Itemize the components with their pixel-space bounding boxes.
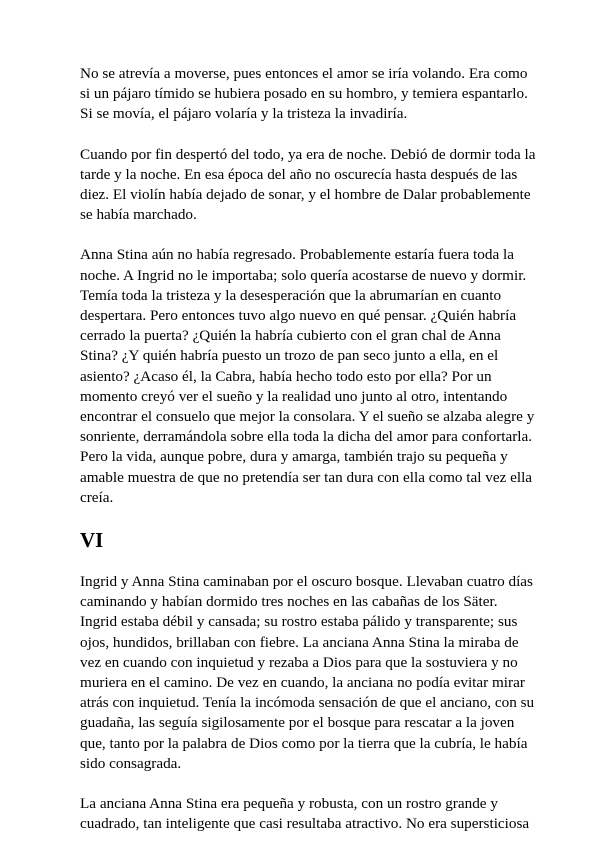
paragraph: Cuando por fin despertó del todo, ya era de noche. Debió de dormir toda la tarde y la noche. En esa época del año no oscurecía hasta después de las diez. El violín había dejado de sonar, y el hombre de Dalar probablemente se había marchado. — [80, 145, 536, 224]
paragraph: Ingrid y Anna Stina caminaban por el oscuro bosque. Llevaban cuatro días caminando y habían dormido tres noches en las cabañas de los Säter. Ingrid estaba débil y cansada; su rostro estaba pálido y transparente; sus ojos, hundidos, brillaban con fiebre. La anciana Anna Stina la miraba de vez en cuando con inquietud y rezaba a Dios para que la sostuviera y no muriera en el camino. De vez en cuando, la anciana no podía evitar mirar atrás con inquietud. Tenía la incómoda sensación de que el anciano, con su guadaña, las seguía sigilosamente por el bosque para rescatar a la joven que, tanto por la palabra de Dios como por la tierra que la cubría, le había sido consagrada. — [80, 573, 535, 772]
paragraph: No se atrevía a moverse, pues entonces el amor se iría volando. Era como si un pájaro tímido se hubiera posado en su hombro, y temiera espantarlo. Si se movía, el pájaro volaría y la tristeza la invadiría. — [80, 65, 528, 123]
paragraph: Anna Stina aún no había regresado. Probablemente estaría fuera toda la noche. A Ingrid no le importaba; solo quería acostarse de nuevo y dormir. Temía toda la tristeza y la desesperación que la abrumarían en cuanto despertara. Pero entonces tuvo algo nuevo en qué pensar. ¿Quién habría cerrado la puerta? ¿Quién la habría cubierto con el gran chal de Anna Stina? ¿Y quién habría puesto un trozo de pan seco junto a ella, en el asiento? ¿Acaso él, la Cabra, había hecho todo esto por ella? Por un momento creyó ver el sueño y la realidad uno junto al otro, intentando encontrar el consuelo que mejor la consolara. Y el sueño se alzaba alegre y sonriente, derramándola sobre ella toda la dicha del amor para confortarla. Pero la vida, aunque pobre, dura y amarga, también trajo su pequeña y amable muestra de que no pretendía ser tan dura con ella como tal vez ella creía. — [80, 246, 535, 506]
chapter-heading: VI — [80, 528, 104, 553]
paragraph: La anciana Anna Stina era pequeña y robusta, con un rostro grande y cuadrado, tan inteligente que casi resultaba atractivo. No era supersticiosa — [80, 795, 530, 833]
document-page — [80, 64, 538, 855]
